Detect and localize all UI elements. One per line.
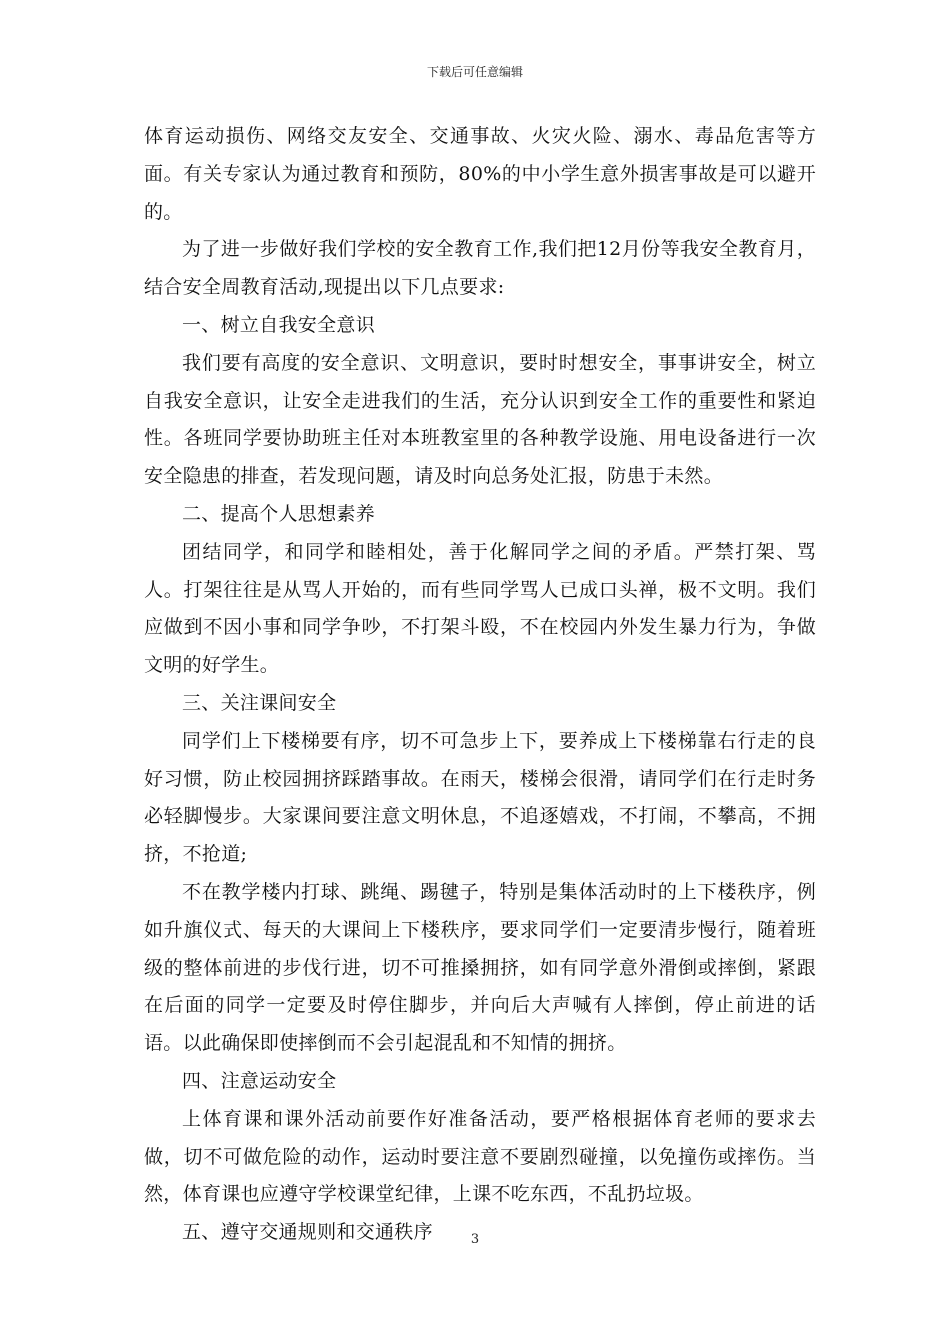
paragraph: 为了进一步做好我们学校的安全教育工作,我们把12月份等我安全教育月，结合安全周教育活动,现提出以下几点要求: — [144, 238, 816, 299]
paragraph: 同学们上下楼梯要有序，切不可急步上下，要养成上下楼梯靠右行走的良好习惯，防止校园拥挤踩踏事故。在雨天，楼梯会很滑，请同学们在行走时务必轻脚慢步。大家课间要注意文明休息，不追逐嬉戏，不打闹，不攀高，不拥挤，不抢道; — [144, 729, 816, 866]
paragraph: 不在教学楼内打球、跳绳、踢毽子，特别是集体活动时的上下楼秩序，例如升旗仪式、每天的大课间上下楼秩序，要求同学们一定要清步慢行，随着班级的整体前进的步伐行进，切不可推搡拥挤，如有同学意外滑倒或摔倒，紧跟在后面的同学一定要及时停住脚步，并向后大声喊有人摔倒，停止前进的话语。以此确保即使摔倒而不会引起混乱和不知情的拥挤。 — [144, 880, 816, 1055]
section-heading: 五、遵守交通规则和交通秩序 — [182, 1221, 433, 1244]
paragraph: 我们要有高度的安全意识、文明意识，要时时想安全，事事讲安全，树立自我安全意识，让安全走进我们的生活，充分认识到安全工作的重要性和紧迫性。各班同学要协助班主任对本班教室里的各种教学设施、用电设备进行一次安全隐患的排查，若发现问题，请及时向总务处汇报，防患于未然。 — [144, 351, 816, 488]
section-heading: 三、关注课间安全 — [182, 691, 337, 714]
section-heading: 四、注意运动安全 — [182, 1069, 337, 1092]
paragraph: 团结同学，和同学和睦相处，善于化解同学之间的矛盾。严禁打架、骂人。打架往往是从骂人开始的，而有些同学骂人已成口头禅，极不文明。我们应做到不因小事和同学争吵，不打架斗殴，不在校园内外发生暴力行为，争做文明的好学生。 — [144, 540, 816, 677]
document-body — [144, 118, 816, 1252]
page-number: 3 — [470, 1232, 480, 1247]
section-heading: 二、提高个人思想素养 — [182, 502, 376, 525]
section-heading: 一、树立自我安全意识 — [182, 313, 376, 336]
paragraph: 上体育课和课外活动前要作好准备活动，要严格根据体育老师的要求去做，切不可做危险的动作，运动时要注意不要剧烈碰撞，以免撞伤或摔伤。当然，体育课也应遵守学校课堂纪律，上课不吃东西，不乱扔垃圾。 — [144, 1107, 816, 1206]
paragraph: 体育运动损伤、网络交友安全、交通事故、火灾火险、溺水、毒品危害等方面。有关专家认为通过教育和预防，80%的中小学生意外损害事故是可以避开的。 — [144, 125, 816, 223]
page-header: 下载后可任意编辑 — [426, 65, 523, 79]
